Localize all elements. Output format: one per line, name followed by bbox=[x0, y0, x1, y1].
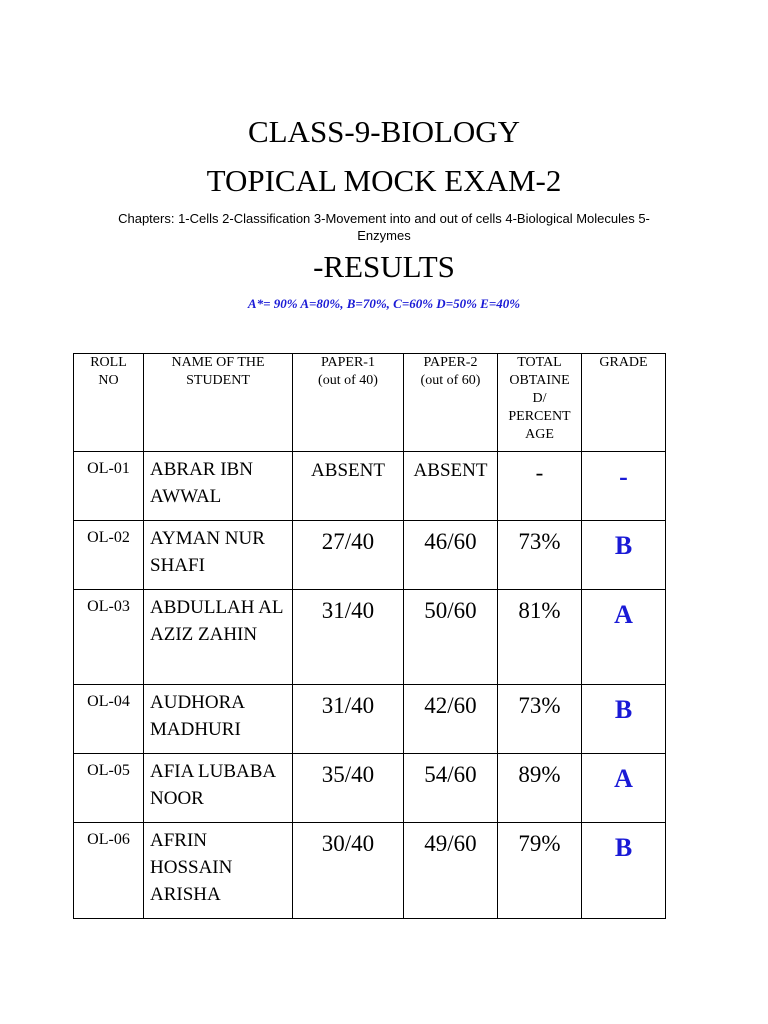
paper1-cell: 35/40 bbox=[293, 754, 404, 823]
table-row bbox=[74, 452, 666, 521]
header-roll: ROLL NO bbox=[74, 354, 144, 452]
grade-cell: A bbox=[582, 754, 666, 823]
exam-title: TOPICAL MOCK EXAM-2 bbox=[206, 163, 562, 198]
header-grade: GRADE bbox=[582, 354, 666, 452]
table-row bbox=[74, 590, 666, 685]
total-cell: 73% bbox=[498, 521, 582, 590]
paper1-cell: 27/40 bbox=[293, 521, 404, 590]
total-cell: - bbox=[498, 452, 582, 521]
total-cell: 73% bbox=[498, 685, 582, 754]
grade-scale: A*= 90% A=80%, B=70%, C=60% D=50% E=40% bbox=[247, 296, 521, 311]
paper2-cell: 50/60 bbox=[404, 590, 498, 685]
header-paper2: PAPER-2 (out of 60) bbox=[404, 354, 498, 452]
total-cell: 79% bbox=[498, 823, 582, 919]
results-heading: -RESULTS bbox=[313, 249, 455, 284]
header-paper1: PAPER-1 (out of 40) bbox=[293, 354, 404, 452]
total-cell: 89% bbox=[498, 754, 582, 823]
roll-cell: OL-06 bbox=[74, 823, 144, 919]
paper1-cell: 31/40 bbox=[293, 685, 404, 754]
grade-cell: A bbox=[582, 590, 666, 685]
student-name-cell: ABDULLAH AL AZIZ ZAHIN bbox=[144, 590, 293, 685]
paper2-cell: ABSENT bbox=[404, 452, 498, 521]
document-title: CLASS-9-BIOLOGY bbox=[247, 114, 521, 149]
results-table bbox=[73, 353, 666, 919]
student-name-cell: AUDHORA MADHURI bbox=[144, 685, 293, 754]
paper2-cell: 54/60 bbox=[404, 754, 498, 823]
header-name: NAME OF THE STUDENT bbox=[144, 354, 293, 452]
grade-cell: - bbox=[582, 452, 666, 521]
table-row bbox=[74, 521, 666, 590]
roll-cell: OL-03 bbox=[74, 590, 144, 685]
grade-cell: B bbox=[582, 823, 666, 919]
roll-cell: OL-01 bbox=[74, 452, 144, 521]
grade-cell: B bbox=[582, 521, 666, 590]
table-row bbox=[74, 823, 666, 919]
paper2-cell: 46/60 bbox=[404, 521, 498, 590]
student-name-cell: AYMAN NUR SHAFI bbox=[144, 521, 293, 590]
paper1-cell: ABSENT bbox=[293, 452, 404, 521]
table-row bbox=[74, 754, 666, 823]
paper2-cell: 42/60 bbox=[404, 685, 498, 754]
student-name-cell: AFIA LUBABA NOOR bbox=[144, 754, 293, 823]
table-row bbox=[74, 685, 666, 754]
paper2-cell: 49/60 bbox=[404, 823, 498, 919]
table-header-row bbox=[74, 354, 666, 452]
student-name-cell: ABRAR IBN AWWAL bbox=[144, 452, 293, 521]
roll-cell: OL-02 bbox=[74, 521, 144, 590]
roll-cell: OL-04 bbox=[74, 685, 144, 754]
header-total: TOTAL OBTAINE D/ PERCENT AGE bbox=[498, 354, 582, 452]
chapters-text: Chapters: 1-Cells 2-Classification 3-Movement into and out of cells 4-Biological Molecules 5-Enzymes bbox=[118, 211, 650, 243]
grade-cell: B bbox=[582, 685, 666, 754]
paper1-cell: 30/40 bbox=[293, 823, 404, 919]
roll-cell: OL-05 bbox=[74, 754, 144, 823]
paper1-cell: 31/40 bbox=[293, 590, 404, 685]
total-cell: 81% bbox=[498, 590, 582, 685]
student-name-cell: AFRIN HOSSAIN ARISHA bbox=[144, 823, 293, 919]
